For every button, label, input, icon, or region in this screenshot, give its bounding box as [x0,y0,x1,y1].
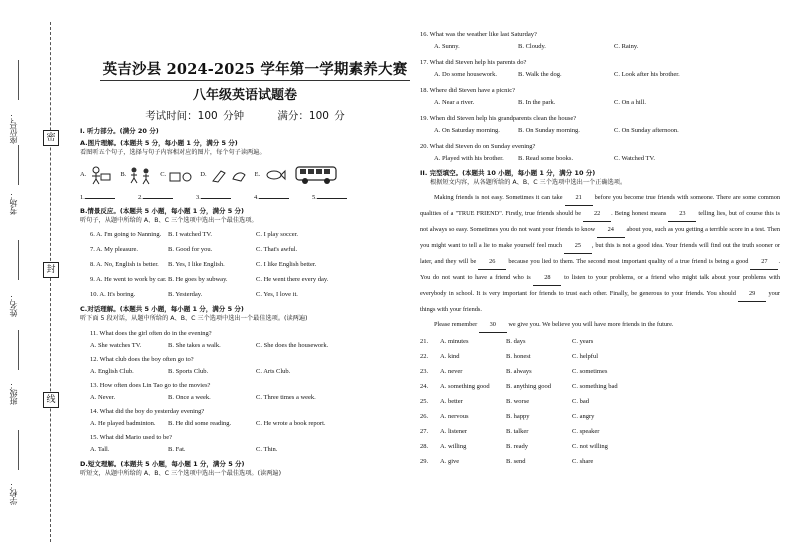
seal-feng: 封 [43,262,59,278]
option-b: B. talker [506,427,529,435]
school-field[interactable] [18,430,19,470]
question-options [80,367,410,376]
sectionB-questions [80,230,410,299]
option-a: A. On Saturday morning. [434,127,500,134]
question-options [80,445,410,454]
binding-dashed-line [50,22,51,542]
answer-row [420,337,780,346]
option-a: A. He played badminton. [90,419,156,427]
answer-blank-3[interactable] [196,194,254,201]
seat-number-field[interactable] [18,60,19,100]
blank-28[interactable]: 28 [533,270,561,286]
option-b: B. Fat. [168,445,186,453]
question-number: 6. [90,231,95,238]
question-row [80,290,410,299]
sectionC-questions [80,329,410,454]
question-options [420,70,780,79]
question-row [80,245,410,254]
cloze-heading: II. 完型填空。(本题共 10 小题，每小题 1 分，满分 10 分) [420,169,596,177]
question-stem: 14. What did the boy do yesterday evening? [90,407,205,415]
question-stem: 15. What did Mario used to be? [90,433,173,441]
option-b: B. worse [506,397,530,405]
passage-text: we give you. We believe you will have more friends in the future. [508,320,674,328]
option-c: C. He went there every day. [256,276,329,283]
option-c: C. something bad [572,382,618,390]
passage-text: telling lies, but of course this is not always so easy. Sometimes you do not want your friends to know [420,209,780,233]
option-a: A. kind [440,352,460,360]
question-number: 7. [90,246,95,253]
answer-blank-5[interactable] [312,194,370,201]
right-column [420,31,781,466]
answer-blank-2[interactable] [138,194,196,201]
option-c: C. angry [572,412,595,420]
option-c: C. I like English better. [256,261,317,268]
blank-number: 1. [80,193,85,201]
sectionD-instruction: 听短文，从题中所给的 A、B、C 三个选项中选出一个最佳选项。(读两遍) [80,469,281,477]
label-seat-number: 座位号： [9,112,18,144]
question-options [80,393,410,402]
answer-row [420,367,780,376]
option-b: B. He goes by subway. [168,276,228,283]
girl-reading-icon [88,165,114,185]
option-c: C. Rainy. [614,43,639,50]
answer-row [420,427,780,436]
option-a: A. Do some housework. [434,71,498,78]
passage-text: about you, such as you getting a terrible score in a test. Then you might want to tell a lie to make yourself feel much [420,225,781,249]
option-b: B. Once a week. [168,393,211,401]
option-a: A. Played with his brother. [434,155,504,162]
answer-row [420,412,780,421]
passage-text: before you become true friends with someone. There are some common qualities of a "TRUE FRIEND". Firstly, true friends should be [420,193,781,217]
picture-bus [292,164,338,186]
exam-title: 英吉沙县 2024-2025 学年第一学期素养大赛 [100,58,410,81]
picture-b [120,165,154,185]
answer-number: 25. [420,397,429,405]
cloze-passage [420,190,780,333]
option-b: B. anything good [506,382,551,390]
answer-number: 23. [420,367,429,375]
option-a: A. nervous [440,412,469,420]
answer-number: 21. [420,337,429,345]
sectionA-instruction: 看图听五个句子，选择与句子内容相对应的图片，每个句子读两遍。 [80,149,266,156]
picture-a-letter: A. [80,171,87,178]
part1-heading: I. 听力部分。(满分 20 分) [80,127,159,135]
option-b: B. Walk the dog. [518,71,562,78]
picture-e-letter: E. [254,171,261,178]
picture-c-letter: C. [160,171,167,178]
passage-text: . Being honest means [611,209,667,217]
picture-d-letter: D. [200,171,207,178]
option-b: B. Good for you. [168,246,213,253]
answer-number: 22. [420,352,429,360]
passage-text: Please remember [434,320,478,328]
question-options [420,98,780,107]
blank-26[interactable]: 26 [478,254,506,270]
seal-xian: 线 [43,392,59,408]
question-stem: 19. When did Steven help his grandparents clean the house? [420,115,577,122]
picture-e [255,165,287,185]
option-b: B. honest [506,352,531,360]
kids-playing-icon [128,165,154,185]
seal-mi: 密 [43,130,59,146]
question-options [420,126,780,135]
option-b: B. days [506,337,526,345]
option-a: A. He went to work by car. [96,276,167,283]
blank-23[interactable]: 23 [668,206,696,222]
passage-text: . You do not want to have a friend who is [420,257,781,281]
option-c: C. On Sunday afternoon. [614,127,679,134]
option-b: B. I watched TV. [168,231,212,238]
option-b: B. On Sunday morning. [518,127,580,134]
answer-row [420,397,780,406]
label-exam-room: 考场： [9,191,18,215]
name-field[interactable] [18,240,19,280]
option-b: B. always [506,367,532,375]
option-a: A. give [440,457,460,465]
blank-22[interactable]: 22 [583,206,611,222]
exam-score: 满分：100 分 [277,110,345,122]
option-c: C. Yes, I love it. [256,291,298,298]
option-a: A. My pleasure. [96,246,139,253]
question-options [80,419,410,428]
question-options [420,154,780,163]
blank-24[interactable]: 24 [597,222,625,238]
answer-blank-4[interactable] [254,194,312,201]
option-a: A. Never. [90,393,116,401]
passage-text: because you lied to them. The second most important quality of a true friend is being a good [508,257,749,265]
exam-info [80,108,410,123]
sectionB-heading: B.情景反应。(本题共 5 小题，每小题 1 分，满分 5 分) [80,206,245,215]
option-c: C. not willing [572,442,608,450]
option-b: B. Yesterday. [168,291,203,298]
passage-text: Making friends is not easy. Sometimes it can take [434,193,563,201]
option-a: A. I'm going to Nanning. [96,231,162,238]
option-a: A. listener [440,427,468,435]
shoes-icon [209,165,249,185]
option-b: B. In the park. [518,99,556,106]
label-school: 学校： [9,481,18,505]
option-a: A. English Club. [90,367,134,375]
option-c: C. I play soccer. [256,231,299,238]
label-class: 班级： [9,381,18,405]
answer-number: 27. [420,427,429,435]
class-field[interactable] [18,330,19,370]
question-options [80,341,410,350]
option-c: C. Thin. [256,445,278,453]
option-c: C. years [572,337,594,345]
option-c: C. helpful [572,352,598,360]
blank-number: 4. [254,193,259,201]
blank-number: 3. [196,193,201,201]
option-a: A. No, English is better. [96,261,159,268]
sectionD-heading: D.短文理解。(本题共 5 小题，每小题 1 分，满分 5 分) [80,459,245,468]
label-name: 姓名： [9,293,18,317]
option-a: A. She watches TV. [90,341,142,349]
question-number: 10. [90,291,99,298]
blank-27[interactable]: 27 [750,254,778,270]
option-a: A. something good [440,382,490,390]
sectionC-heading: C.对话理解。(本题共 5 小题，每小题 1 分，满分 5 分) [80,305,244,313]
blank-number: 2. [138,193,143,201]
option-c: C. sometimes [572,367,608,375]
option-b: B. send [506,457,526,465]
sectionA-answer-blanks [80,194,410,201]
option-a: A. never [440,367,463,375]
option-c: C. On a hill. [614,99,646,106]
passage-text: your things with your friends. [420,289,781,313]
question-number: 8. [90,261,95,268]
exam-room-field[interactable] [18,145,19,185]
question-row [80,260,410,269]
bus-icon [294,164,338,186]
option-b: B. He did some reading. [168,419,232,427]
option-c: C. She does the housework. [256,341,329,349]
question-stem: 16. What was the weather like last Saturday? [420,31,537,38]
option-a: A. Sunny. [434,43,460,50]
answer-blank-1[interactable] [80,194,138,201]
passage-text: , but this is not a good idea. Your friends will find out the truth sooner or later, and they will be [420,241,780,265]
answer-number: 24. [420,382,429,390]
option-b: B. Yes, I like English. [168,261,225,268]
question-number: 9. [90,276,95,283]
question-stem: 17. What did Steven help his parents do? [420,59,527,66]
option-c: C. speaker [572,427,600,435]
blank-29[interactable]: 29 [738,286,766,302]
option-b: B. She takes a walk. [168,341,221,349]
option-a: A. Tall. [90,445,110,453]
answer-row [420,442,780,451]
option-b: B. Cloudy. [518,43,546,50]
blank-30[interactable]: 30 [479,317,507,333]
left-column [80,58,410,478]
blank-21[interactable]: 21 [565,190,593,206]
answer-number: 28. [420,442,429,450]
option-b: B. happy [506,412,530,420]
cloze-answer-options [420,337,780,466]
question-stem: 18. Where did Steven have a picnic? [420,87,515,94]
answer-row [420,352,780,361]
sectionA-heading: A.图片理解。(本题共 5 分，每小题 1 分，满分 5 分) [80,139,238,147]
picture-c [160,165,194,185]
option-c: C. Look after his brother. [614,71,680,78]
answer-row [420,382,780,391]
picture-options [80,164,410,186]
question-stem: 20. What did Steven do on Sunday evening? [420,143,536,150]
question-stem: 12. What club does the boy often go to? [90,355,194,363]
binding-margin [0,0,70,546]
option-b: B. Sports Club. [168,367,209,375]
picture-a [80,165,114,185]
question-row [80,230,410,239]
blank-25[interactable]: 25 [564,238,592,254]
option-c: C. Watched TV. [614,155,656,162]
option-a: A. Near a river. [434,99,475,106]
sports-icon [168,165,194,185]
question-stem: 11. What does the girl often do in the evening? [90,329,212,337]
question-stem: 13. How often does Lin Tao go to the movies? [90,381,211,389]
exam-subtitle: 八年级英语试题卷 [192,88,297,103]
exam-time: 考试时间：100 分钟 [145,110,245,122]
option-c: C. That's awful. [256,246,298,253]
option-a: A. better [440,397,463,405]
option-b: B. ready [506,442,529,450]
fish-icon [262,165,286,185]
picture-b-letter: B. [120,171,127,178]
option-a: A. It's boring. [99,291,136,298]
option-c: C. share [572,457,594,465]
cloze-instruction: 根据短文内容，从各题所给的 A、B、C 三个选项中选出一个正确选项。 [430,179,627,186]
option-a: A. minutes [440,337,469,345]
answer-number: 26. [420,412,429,420]
sectionD-questions [420,30,780,163]
option-c: C. Three times a week. [256,393,316,401]
question-options [420,42,780,51]
option-b: B. Read some books. [518,155,574,162]
sectionB-instruction: 听句子，从题中所给的 A、B、C 三个选项中选出一个最佳选项。 [80,216,258,224]
answer-number: 29. [420,457,429,465]
option-a: A. willing [440,442,467,450]
question-row [80,275,410,284]
option-c: C. He wrote a book report. [256,419,326,427]
picture-d [200,165,248,185]
passage-text: to listen to your problems, or a friend who might talk about your problems with everybody in school. It is very important for friends to trust each other. Finally, be generous to your friends. You should [420,273,781,297]
sectionC-instruction: 听下面 5 段对话，从题中所给的 A、B、C 三个选项中选出一个最佳选项。(读两遍) [80,315,308,322]
answer-row [420,457,780,466]
option-c: C. bad [572,397,589,405]
option-c: C. Arts Club. [256,367,291,375]
blank-number: 5. [312,193,317,201]
